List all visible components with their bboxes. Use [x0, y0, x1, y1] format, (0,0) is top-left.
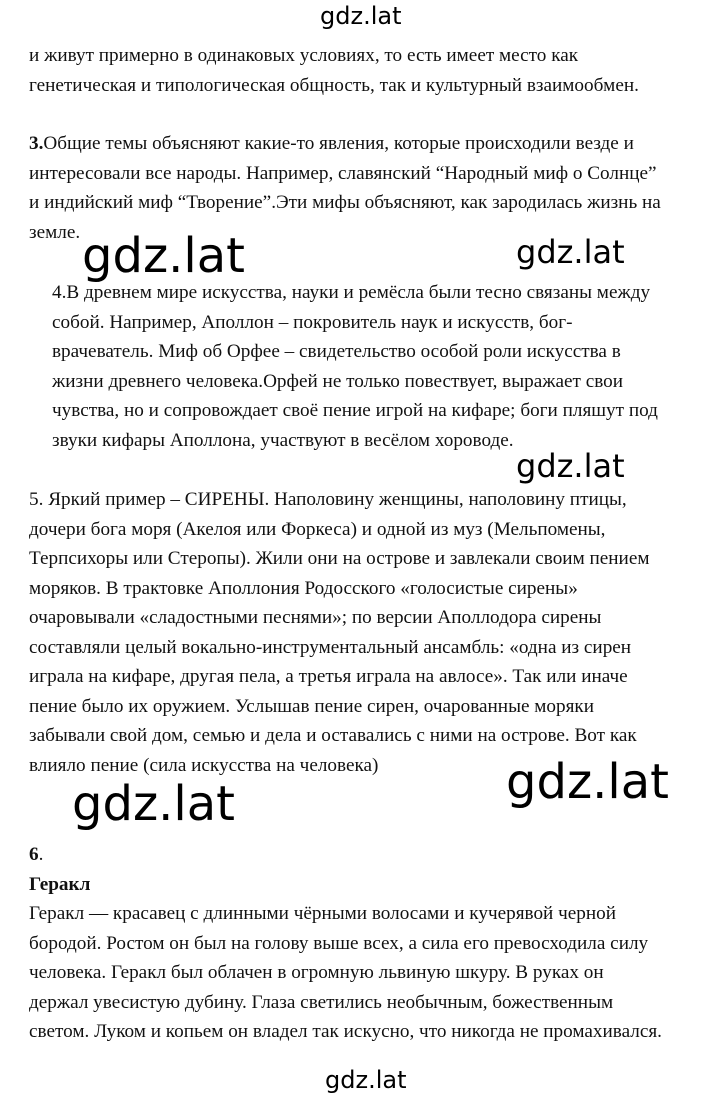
text-line: очаровывали «сладостными песнями»; по версии Аполлодора сирены: [29, 607, 602, 628]
text-line: и живут примерно в одинаковых условиях, то есть имеет место как: [29, 45, 579, 66]
text-line: 6.: [29, 844, 44, 865]
text-line: генетическая и типологическая общность, так и культурный взаимообмен.: [29, 74, 639, 96]
text-line: собой. Например, Аполлон – покровитель наук и искусств, бог-: [52, 311, 573, 333]
text-line: составляли целый вокально-инструментальный ансамбль: «одна из сирен: [29, 636, 632, 658]
watermark-bottom: gdz.lat: [325, 1066, 407, 1094]
text-line: земле.: [29, 221, 81, 243]
text-line: бородой. Ростом он был на голову выше всех, а сила его превосходила силу: [29, 932, 649, 954]
paragraph-number: 3.: [29, 133, 44, 154]
text-line: жизни древнего человека.Орфей не только повествует, выражает свои: [52, 370, 624, 392]
paragraph-4: [52, 278, 658, 455]
text-line: Терпсихоры или Стеропы). Жили они на острове и завлекали своим пением: [29, 548, 650, 569]
watermark: gdz.lat: [82, 228, 245, 284]
text-line: держал увесистую дубину. Глаза светились необычным, божественным: [29, 991, 614, 1013]
paragraph-6: [29, 840, 662, 1047]
paragraph-number: 6: [29, 844, 39, 865]
text-line: играла на кифаре, другая пела, а третья играла на авлосе». Так или иначе: [29, 666, 628, 687]
watermark: gdz.lat: [516, 233, 625, 271]
text-line: светом. Луком и копьем он владел так искусно, что никогда не промахивался.: [29, 1021, 662, 1042]
text-line: забывали свой дом, семью и дела и оставались с ними на острове. Вот как: [29, 725, 637, 746]
watermark: gdz.lat: [72, 776, 235, 832]
watermark: gdz.lat: [516, 447, 625, 485]
text-line: врачеватель. Миф об Орфее – свидетельство особой роли искусства в: [52, 341, 621, 362]
watermark-top: gdz.lat: [320, 2, 402, 30]
section-heading: Геракл: [29, 873, 91, 895]
text-line: моряков. В трактовке Аполлония Родосского «голосистые сирены»: [29, 577, 578, 599]
text-line: человека. Геракл был облачен в огромную львиную шкуру. В руках он: [29, 962, 604, 983]
text-line: влияло пение (сила искусства на человека): [29, 754, 379, 776]
text-line: пение было их оружием. Услышав пение сирен, очарованные моряки: [29, 695, 595, 717]
watermark: gdz.lat: [506, 754, 669, 810]
text-line: 4.В древнем мире искусства, науки и ремёсла были тесно связаны между: [52, 282, 651, 303]
text-line: звуки кифары Аполлона, участвуют в весёлом хороводе.: [52, 429, 514, 451]
text-line: и индийский миф “Творение”.Эти мифы объясняют, как зародилась жизнь на: [29, 192, 661, 213]
text-line: Геракл — красавец с длинными чёрными волосами и кучерявой черной: [29, 903, 617, 924]
text-line: интересовали все народы. Например, славянский “Народный миф о Солнце”: [29, 162, 657, 184]
text-line: чувства, но и сопровождает своё пение игрой на кифаре; боги пляшут под: [52, 400, 658, 421]
intro-paragraph: [29, 41, 639, 100]
text-line: дочери бога моря (Акелоя или Форкеса) и одной из муз (Мельпомены,: [29, 518, 606, 540]
paragraph-5: [29, 485, 649, 780]
text-line: 5. Яркий пример – СИРЕНЫ. Наполовину женщины, наполовину птицы,: [29, 489, 627, 510]
text-line: 3.Общие темы объясняют какие-то явления, которые происходили везде и: [29, 133, 634, 154]
